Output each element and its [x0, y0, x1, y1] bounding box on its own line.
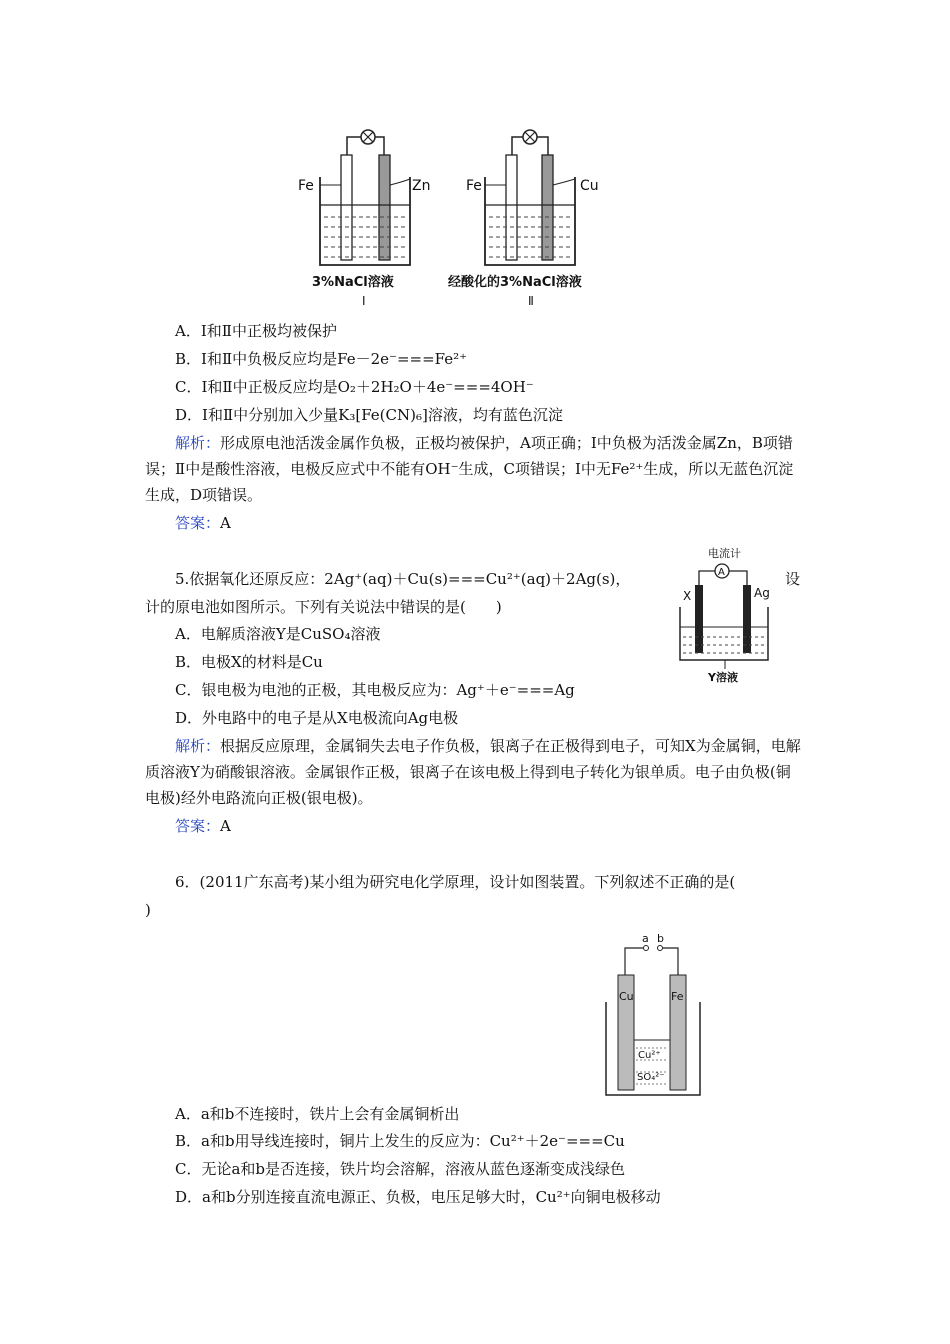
q4-analysis-text: 形成原电池活泼金属作负极，正极均被保护，A项正确；Ⅰ中负极为活泼金属Zn，B项错误；Ⅱ中是酸性溶液，电极反应式中不能有OH⁻生成，C项错误；Ⅰ中无Fe²⁺生成，所以无蓝色沉淀生成，D项错误。	[145, 434, 794, 504]
q6-stem-line2: )	[145, 901, 151, 919]
q5-answer	[175, 816, 231, 836]
q5-option-d: D．外电路中的电子是从X电极流向Ag电极	[175, 709, 459, 727]
q6-fig-terminal-b: b	[657, 932, 664, 945]
q6-option-c: C．无论a和b是否连接，铁片均会溶解，溶液从蓝色逐渐变成浅绿色	[175, 1160, 626, 1178]
q4-answer-label: 答案：	[175, 514, 221, 532]
figure-cells-1-2	[290, 125, 620, 310]
q5-option-b: B．电极X的材料是Cu	[175, 653, 323, 671]
q6-fig-ion-so4: SO₄²⁻	[637, 1072, 665, 1083]
q5-fig-x-label: X	[683, 589, 692, 603]
q4-analysis	[145, 430, 805, 508]
q4-option-b: B．Ⅰ和Ⅱ中负极反应均是Fe－2e⁻===Fe²⁺	[175, 350, 468, 368]
q5-analysis	[145, 733, 805, 811]
q4-answer-value: A	[220, 514, 231, 532]
cell2-roman: Ⅱ	[528, 294, 534, 308]
q5-fig-ag-label: Ag	[754, 586, 770, 600]
q5-answer-value: A	[220, 817, 231, 835]
q5-stem-line2: 计的原电池如图所示。下列有关说法中错误的是( )	[145, 598, 502, 616]
q6-fig-terminal-a: a	[642, 932, 649, 945]
q5-fig-y-label: Y溶液	[708, 671, 738, 684]
cell2-left-label: Fe	[466, 178, 482, 194]
q6-stem-line1: 6．(2011广东高考)某小组为研究电化学原理，设计如图装置。下列叙述不正确的是(	[175, 873, 736, 891]
cell-1	[298, 130, 430, 308]
q5-fig-meter-label: 电流计	[708, 547, 741, 560]
cell1-right-label: Zn	[412, 178, 431, 194]
cell-2	[448, 130, 599, 308]
q4-option-d: D．Ⅰ和Ⅱ中分别加入少量K₃[Fe(CN)₆]溶液，均有蓝色沉淀	[175, 406, 563, 424]
q6-fig-fe-label: Fe	[671, 990, 684, 1003]
q5-option-a: A．电解质溶液Y是CuSO₄溶液	[175, 625, 381, 643]
q4-analysis-label: 解析：	[175, 434, 221, 452]
figure-q5-cell	[670, 545, 795, 685]
q6-option-b: B．a和b用导线连接时，铜片上发生的反应为：Cu²⁺＋2e⁻===Cu	[175, 1132, 625, 1150]
q5-analysis-text: 根据反应原理，金属铜失去电子作负极，银离子在正极得到电子，可知X为金属铜，电解质溶液Y为硝酸银溶液。金属银作正极，银离子在该电极上得到电子转化为银单质。电子由负极(铜电极)经外电路流向正极(银电极)。	[145, 737, 801, 807]
figure-q6-cell	[600, 930, 710, 1100]
q4-option-c: C．Ⅰ和Ⅱ中正极反应均是O₂＋2H₂O＋4e⁻===4OH⁻	[175, 378, 534, 396]
q5-option-c: C．银电极为电池的正极，其电极反应为：Ag⁺＋e⁻===Ag	[175, 681, 575, 699]
q4-answer	[175, 513, 231, 533]
q6-fig-ion-cu: Cu²⁺	[638, 1050, 661, 1061]
cell1-caption: 3%NaCl溶液	[312, 275, 394, 290]
q5-stem-line1: 5.依据氧化还原反应：2Ag⁺(aq)＋Cu(s)===Cu²⁺(aq)＋2Ag(s)，	[175, 570, 631, 588]
cell1-roman: Ⅰ	[362, 294, 366, 308]
q5-fig-ammeter: A	[718, 567, 725, 578]
q5-answer-label: 答案：	[175, 817, 221, 835]
q6-option-d: D．a和b分别连接直流电源正、负极，电压足够大时，Cu²⁺向铜电极移动	[175, 1188, 661, 1206]
q5-analysis-label: 解析：	[175, 737, 221, 755]
cell2-caption: 经酸化的3%NaCl溶液	[448, 275, 582, 290]
q6-fig-cu-label: Cu	[619, 990, 634, 1003]
q5-stem-line1-end: 设	[785, 570, 801, 588]
cell2-right-label: Cu	[580, 178, 599, 194]
cell1-left-label: Fe	[298, 178, 314, 194]
q6-option-a: A．a和b不连接时，铁片上会有金属铜析出	[175, 1105, 460, 1123]
q4-option-a: A．Ⅰ和Ⅱ中正极均被保护	[175, 322, 337, 340]
